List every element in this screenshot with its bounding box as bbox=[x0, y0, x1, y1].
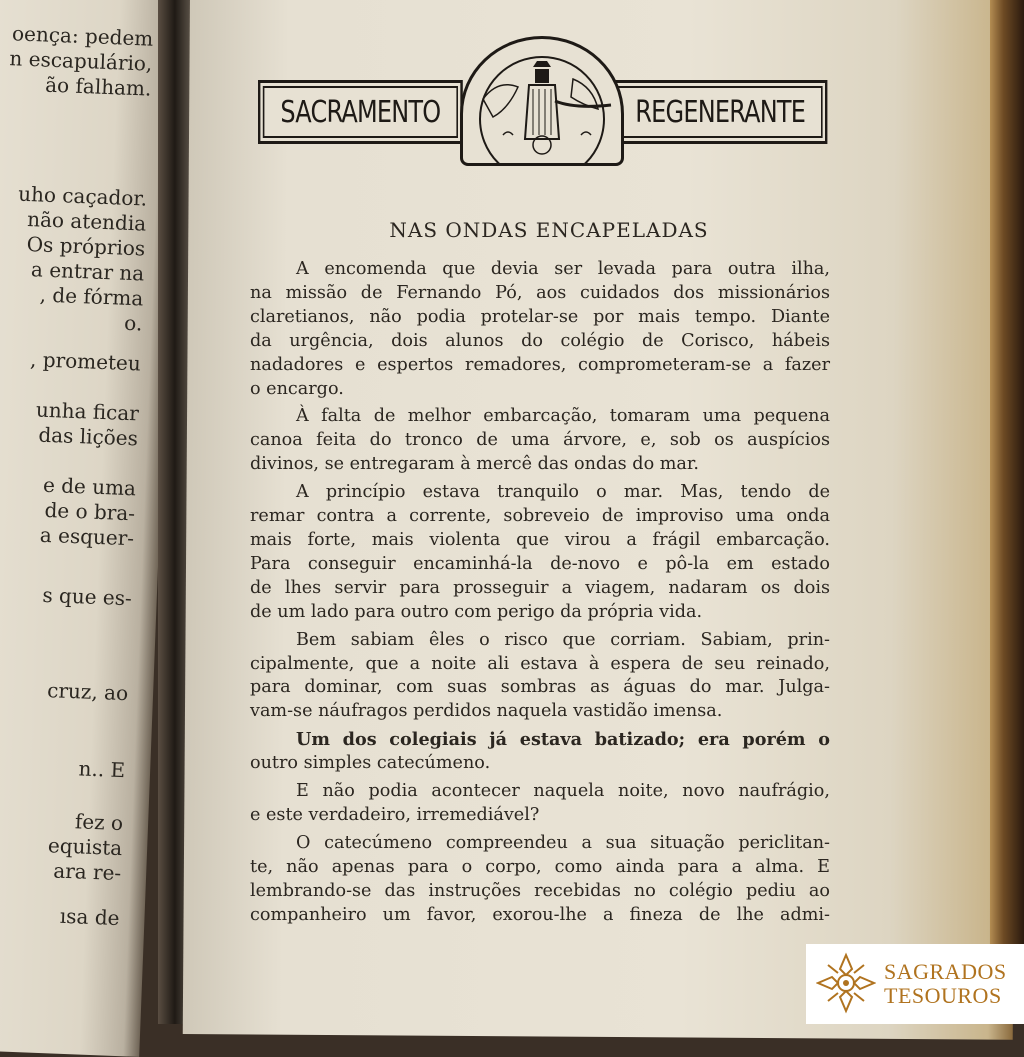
article-line: cipalmente, que a noite ali estava à espera de seu reinado, bbox=[250, 653, 830, 674]
left-page-line: uho caçador. bbox=[17, 181, 148, 211]
left-page-line: equista bbox=[47, 833, 123, 861]
chapter-header bbox=[258, 36, 824, 160]
article-line: de lhes servir para prosseguir a viagem, nadaram os dois bbox=[250, 577, 830, 598]
left-page-line: n.. E bbox=[78, 756, 126, 783]
article-line: remar contra a corrente, sobreveio de improviso uma onda bbox=[250, 506, 830, 527]
article-line: O catecúmeno compreendeu a sua situação periclitan- bbox=[296, 832, 830, 853]
left-page-line: oença: pedem bbox=[11, 21, 154, 51]
left-page-line: o. bbox=[123, 310, 143, 336]
article-line: lembrando-se das instruções recebidas no colégio pediu ao bbox=[250, 880, 830, 901]
article-line: outro simples catecúmeno. bbox=[250, 753, 491, 774]
article-line: canoa feita do tronco de uma árvore, e, sob os auspícios bbox=[250, 430, 830, 451]
watermark-line1: SAGRADOS bbox=[884, 959, 1007, 984]
article-line: na missão de Fernando Pó, aos cuidados dos missionários bbox=[250, 282, 830, 303]
article-line: e este verdadeiro, irremediável? bbox=[250, 804, 540, 825]
header-right-word: REGENERANTE bbox=[635, 94, 806, 130]
left-page-line: e de uma bbox=[42, 472, 137, 501]
left-page-line: a entrar na bbox=[30, 257, 145, 286]
article-line: nadadores e espertos remadores, comprometeram-se a fazer bbox=[250, 354, 830, 375]
left-page-line: Os próprios bbox=[26, 231, 146, 261]
article-line: claretianos, não podia protelar-se por mais tempo. Diante bbox=[250, 306, 830, 327]
article-line: da urgência, dois alunos do colégio de Corisco, hábeis bbox=[250, 330, 830, 351]
left-page-line: das lições bbox=[38, 422, 139, 451]
left-page-line: ão falham. bbox=[44, 72, 152, 101]
left-page-line: n escapulário, bbox=[9, 46, 153, 76]
left-page-line: ara re- bbox=[52, 858, 122, 886]
left-page-line: unha ficar bbox=[35, 397, 140, 426]
missionary-globe-emblem-icon bbox=[460, 36, 624, 166]
article-line: À falta de melhor embarcação, tomaram uma pequena bbox=[296, 406, 830, 427]
watermark-text bbox=[884, 961, 1007, 1007]
article-lines bbox=[250, 258, 830, 927]
article-line: A princípio estava tranquilo o mar. Mas, tendo de bbox=[296, 482, 830, 503]
left-page-line: ısa de bbox=[59, 903, 120, 931]
header-left-panel bbox=[258, 80, 463, 144]
page-edge bbox=[990, 0, 1024, 1024]
left-page-line: s que es- bbox=[42, 582, 133, 611]
article-line: de um lado para outro com perigo da própria vida. bbox=[250, 601, 703, 622]
left-page-line: cruz, ao bbox=[46, 678, 129, 706]
article-line: E não podia acontecer naquela noite, novo naufrágio, bbox=[296, 781, 830, 802]
left-page-line: , prometeu bbox=[29, 347, 142, 376]
article-line: A encomenda que devia ser levada para outra ilha, bbox=[296, 259, 830, 279]
header-right-panel bbox=[613, 80, 827, 144]
article-text bbox=[250, 218, 830, 927]
left-page-line: não atendia bbox=[26, 206, 147, 236]
article-line: companheiro um favor, exorou-lhe a fineza de lhe admi- bbox=[250, 904, 830, 925]
article-line: divinos, se entregaram à mercê das ondas do mar. bbox=[250, 454, 699, 475]
article-line: mais forte, mais violenta que virou a frágil embarcação. bbox=[250, 529, 830, 550]
section-title: NAS ONDAS ENCAPELADAS bbox=[389, 218, 709, 242]
ornamental-cross-logo-icon bbox=[816, 952, 876, 1014]
article-line: para dominar, com suas sombras as águas do mar. Julga- bbox=[250, 677, 830, 698]
left-page-line: a esquer- bbox=[39, 522, 135, 551]
watermark-logo bbox=[806, 944, 1024, 1024]
article-line: Um dos colegiais já estava batizado; era porém o bbox=[296, 729, 830, 751]
article-line: te, não apenas para o corpo, como ainda para a alma. E bbox=[250, 856, 830, 877]
article-line: Bem sabiam êles o risco que corriam. Sabiam, prin- bbox=[296, 629, 830, 650]
header-left-word: SACRAMENTO bbox=[280, 94, 441, 130]
left-page-line: , de fórma bbox=[39, 282, 144, 311]
left-page bbox=[0, 0, 180, 1057]
left-page-line: fez o bbox=[74, 809, 124, 836]
left-page-line bbox=[0, 120, 150, 127]
watermark-line2: TESOUROS bbox=[884, 983, 1002, 1008]
article-line: Para conseguir encaminhá-la de-novo e pô-la em estado bbox=[250, 553, 830, 574]
article-line: o encargo. bbox=[250, 378, 344, 399]
left-page-line: de o bra- bbox=[44, 497, 136, 526]
article-line: vam-se náufragos perdidos naquela vastidão imensa. bbox=[250, 701, 723, 722]
